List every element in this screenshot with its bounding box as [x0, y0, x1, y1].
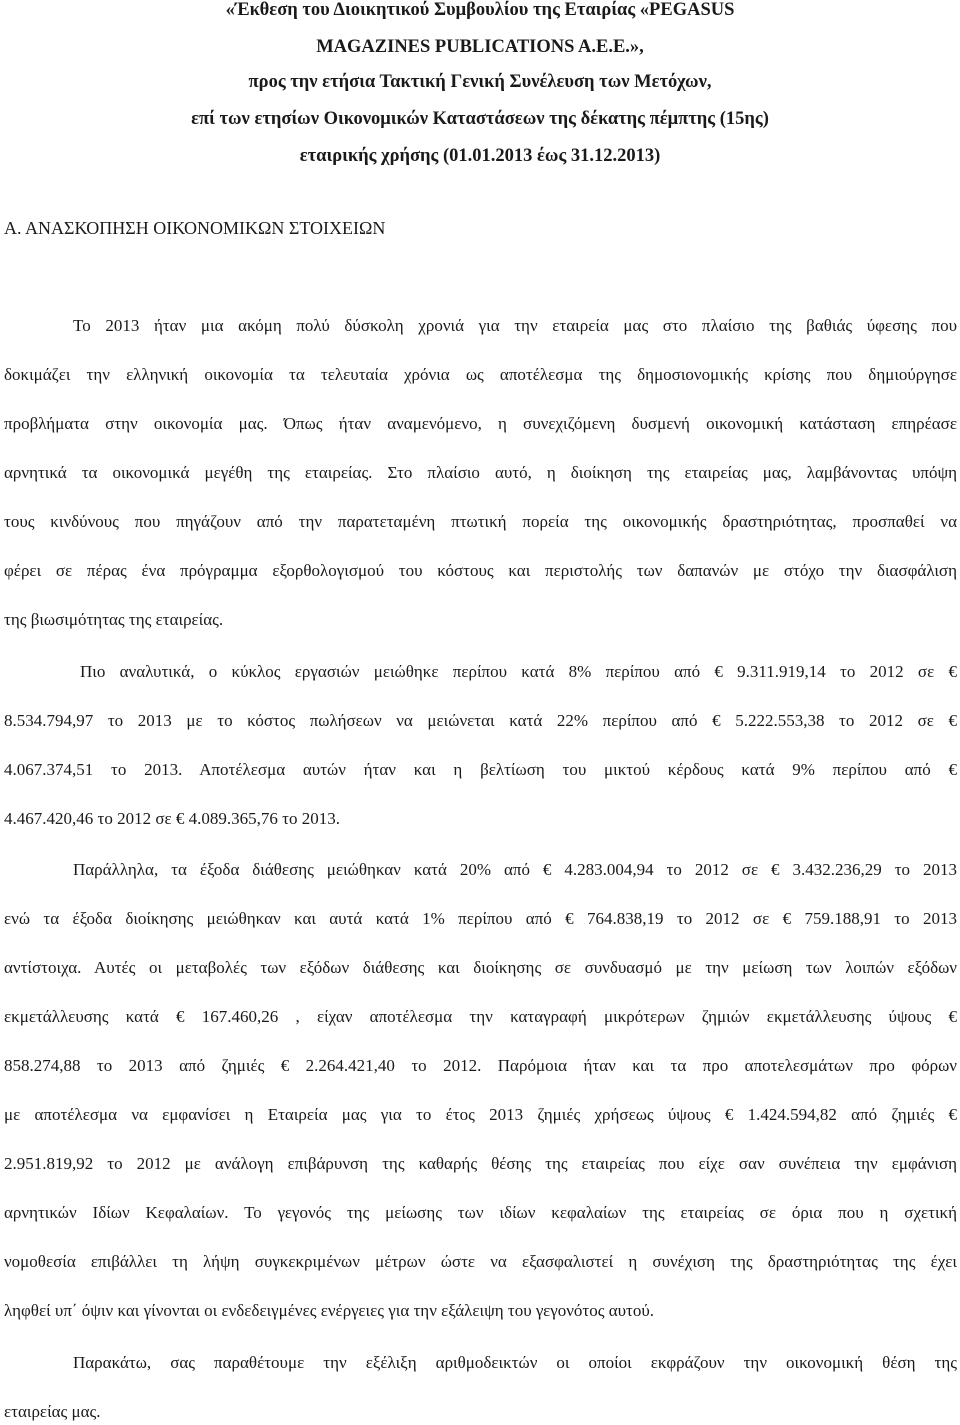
- paragraph-line: 4.467.420,46 το 2012 σε € 4.089.365,76 το 2013.: [4, 809, 340, 828]
- paragraph-line: Παρακάτω, σας παραθέτουμε την εξέλιξη αριθμοδεικτών οι οποίοι εκφράζουν την οικονομική θέση της: [73, 1353, 957, 1372]
- paragraph-line: με αποτέλεσμα να εμφανίσει η Εταιρεία μας για το έτος 2013 ζημιές χρήσεως ύψους € 1.424.594,82 από ζημιές €: [4, 1105, 957, 1124]
- paragraph-line: Πιο αναλυτικά, ο κύκλος εργασιών μειώθηκε περίπου κατά 8% περίπου από € 9.311.919,14 το 2012 σε €: [80, 662, 957, 681]
- paragraph-line: ενώ τα έξοδα διοίκησης μειώθηκαν και αυτά κατά 1% περίπου από € 764.838,19 το 2012 σε € 759.188,91 το 2013: [4, 909, 957, 928]
- paragraph-line: της βιωσιμότητας της εταιρείας.: [4, 610, 224, 629]
- paragraph-line: τους κινδύνους που πηγάζουν από την παρατεταμένη πτωτική πορεία της οικονομικής δραστηριότητας, προσπαθεί να: [4, 512, 957, 531]
- paragraph-line: αντίστοιχα. Αυτές οι μεταβολές των εξόδων διάθεσης και διοίκησης σε συνδυασμό με την μείωση των λοιπών εξόδων: [4, 958, 957, 977]
- title-line: επί των ετησίων Οικονομικών Καταστάσεων της δέκατης πέμπτης (15ης): [191, 109, 769, 129]
- paragraph-line: εταιρείας μας.: [4, 1402, 101, 1421]
- title-line: MAGAZINES PUBLICATIONS A.E.E.»,: [316, 37, 644, 57]
- title-line: προς την ετήσια Τακτική Γενική Συνέλευση των Μετόχων,: [248, 72, 712, 92]
- paragraph-line: Το 2013 ήταν μια ακόμη πολύ δύσκολη χρονιά για την εταιρεία μας στο πλαίσιο της βαθιάς ύφεσης που: [73, 316, 957, 335]
- paragraph-line: φέρει σε πέρας ένα πρόγραμμα εξορθολογισμού του κόστους και περιστολής των δαπανών με στόχο την διασφάλιση: [4, 561, 957, 580]
- title-line: «Έκθεση του Διοικητικού Συμβουλίου της Εταιρίας «PEGASUS: [225, 0, 735, 20]
- paragraph-line: δοκιμάζει την ελληνική οικονομία τα τελευταία χρόνια ως αποτέλεσμα της δημοσιονομικής κρίσης που δημιούργησε: [4, 365, 957, 384]
- section-heading: Α. ΑΝΑΣΚΟΠΗΣΗ ΟΙΚΟΝΟΜΙΚΩΝ ΣΤΟΙΧΕΙΩΝ: [4, 218, 386, 238]
- paragraph-line: εκμετάλλευσης κατά € 167.460,26 , είχαν αποτέλεσμα την καταγραφή μικρότερων ζημιών εκμετάλλευσης ύψους €: [4, 1007, 957, 1026]
- paragraph-line: 2.951.819,92 το 2012 με ανάλογη επιβάρυνση της καθαρής θέσης της εταιρείας που είχε σαν συνέπεια την εμφάνιση: [4, 1154, 957, 1173]
- paragraph-line: προβλήματα στην οικονομία μας. Όπως ήταν αναμενόμενο, η συνεχιζόμενη δυσμενή οικονομική κατάσταση επηρέασε: [4, 414, 957, 433]
- paragraph-line: 8.534.794,97 το 2013 με το κόστος πωλήσεων να μειώνεται κατά 22% περίπου από € 5.222.553,38 το 2012 σε €: [4, 711, 957, 730]
- paragraph-line: 858.274,88 το 2013 από ζημιές € 2.264.421,40 το 2012. Παρόμοια ήταν και τα προ αποτελεσμάτων προ φόρων: [4, 1056, 957, 1075]
- paragraph-line: Παράλληλα, τα έξοδα διάθεσης μειώθηκαν κατά 20% από € 4.283.004,94 το 2012 σε € 3.432.236,29 το 2013: [73, 860, 957, 879]
- title-line: εταιρικής χρήσης (01.01.2013 έως 31.12.2013): [299, 146, 661, 166]
- paragraph-line: νομοθεσία επιβάλλει τη λήψη συγκεκριμένων μέτρων ώστε να εξασφαλιστεί η συνέχιση της δραστηριότητας της έχει: [4, 1252, 957, 1271]
- paragraph-line: 4.067.374,51 το 2013. Αποτέλεσμα αυτών ήταν και η βελτίωση του μικτού κέρδους κατά 9% περίπου από €: [4, 760, 957, 779]
- paragraph-line: ληφθεί υπ΄ όψιν και γίνονται οι ενδεδειγμένες ενέργειες για την εξάλειψη του γεγονότος αυτού.: [4, 1301, 655, 1320]
- paragraph-line: αρνητικά τα οικονομικά μεγέθη της εταιρείας. Στο πλαίσιο αυτό, η διοίκηση της εταιρείας μας, λαμβάνοντας υπόψη: [4, 463, 957, 482]
- paragraph-line: αρνητικών Ιδίων Κεφαλαίων. Το γεγονός της μείωσης των ιδίων κεφαλαίων της εταιρείας σε όρια που η σχετική: [4, 1203, 957, 1222]
